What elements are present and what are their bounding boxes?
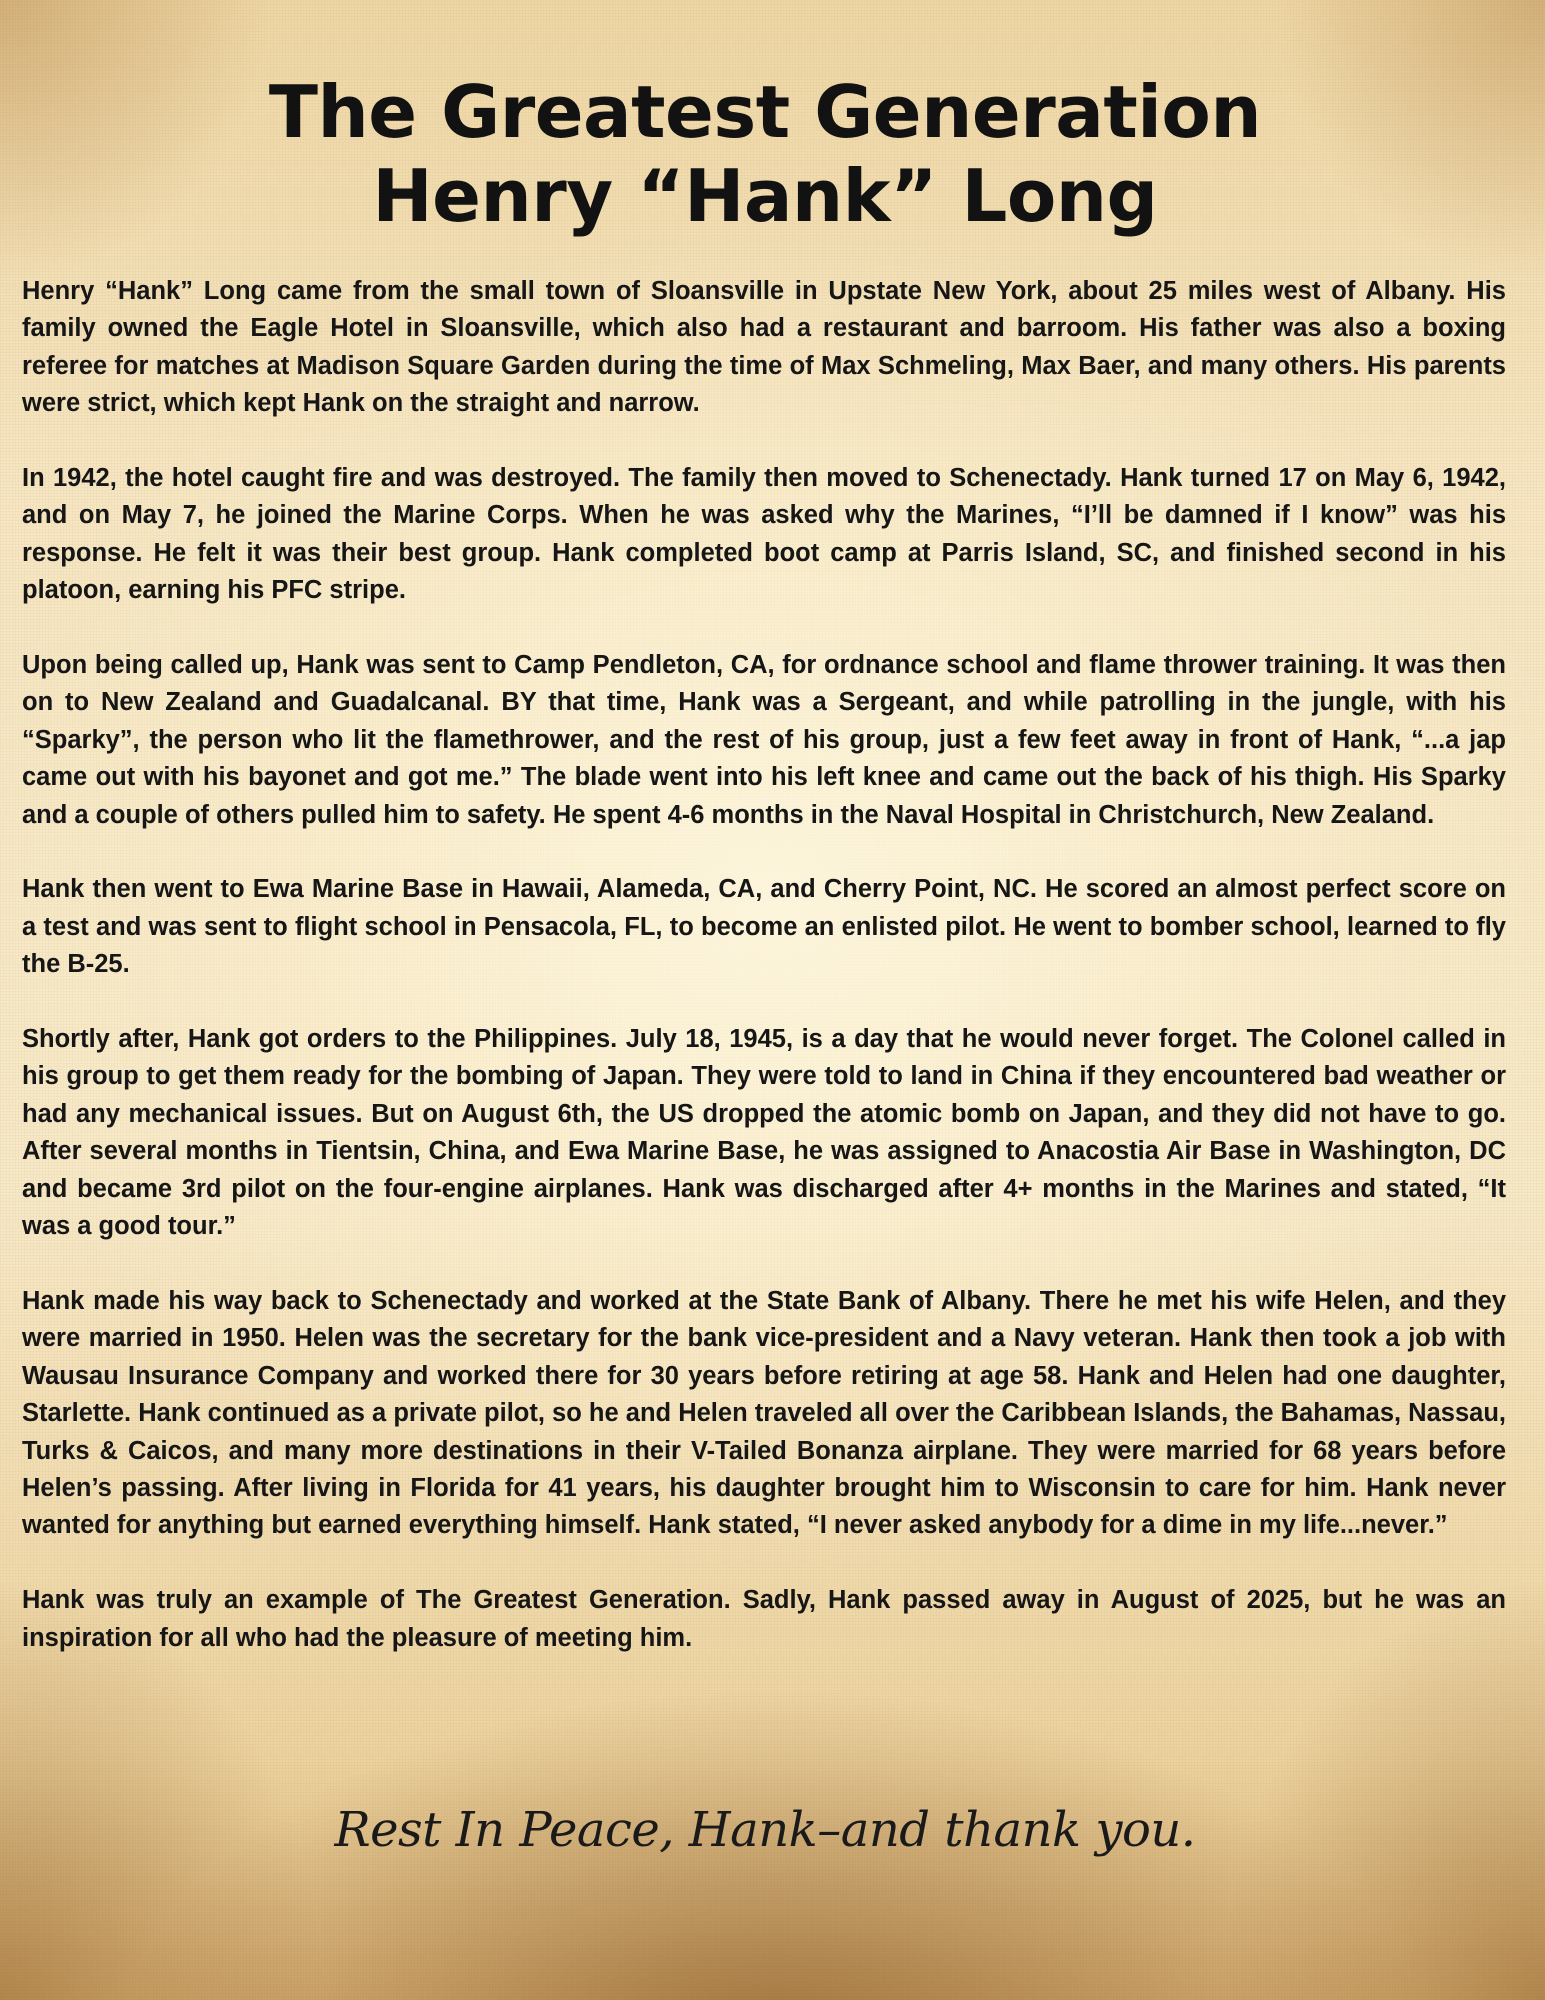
paragraph-tribute: Hank was truly an example of The Greatest Generation. Sadly, Hank passed away in August of 2025, but he was an inspiration for all who had the pleasure of meeting him. xyxy=(22,1586,1506,1652)
biography-body xyxy=(22,273,1506,1694)
title-block xyxy=(0,70,1530,238)
page-title: The Greatest Generation xyxy=(268,70,1262,154)
paragraph-philippines: Shortly after, Hank got orders to the Philippines. July 18, 1945, is a day that he would never forget. The Colonel called in his group to get them ready for the bombing of Japan. They were told to land in China if they encountered bad weather or had any mechanical issues. But on August 6th, the US dropped the atomic bomb on Japan, and they did not have to go. After several months in Tientsin, China, and Ewa Marine Base, he was assigned to Anacostia Air Base in Washington, DC and became 3rd pilot on the four-engine airplanes. Hank was discharged after 4+ months in the Marines and stated, “It was a good tour.” xyxy=(22,1025,1506,1241)
page-subtitle: Henry “Hank” Long xyxy=(372,154,1158,238)
paragraph-guadalcanal: Upon being called up, Hank was sent to Camp Pendleton, CA, for ordnance school and flame thrower training. It was then on to New Zealand and Guadalcanal. BY that time, Hank was a Sergeant, and while patrolling in the jungle, with his “Sparky”, the person who lit the flamethrower, and the rest of his group, just a few feet away in front of Hank, “...a jap came out with his bayonet and got me.” The blade went into his left knee and came out the back of his thigh. His Sparky and a couple of others pulled him to safety. He spent 4-6 months in the Naval Hospital in Christchurch, New Zealand. xyxy=(22,651,1506,829)
signoff-text: Rest In Peace, Hank–and thank you. xyxy=(334,1802,1196,1858)
paragraph-early-life: Henry “Hank” Long came from the small town of Sloansville in Upstate New York, about 25 miles west of Albany. His family owned the Eagle Hotel in Sloansville, which also had a restaurant and barroom. His father was also a boxing referee for matches at Madison Square Garden during the time of Max Schmeling, Max Baer, and many others. His parents were strict, which kept Hank on the straight and narrow. xyxy=(22,277,1506,418)
paragraph-later-life: Hank made his way back to Schenectady and worked at the State Bank of Albany. There he met his wife Helen, and they were married in 1950. Helen was the secretary for the bank vice-president and a Navy veteran. Hank then took a job with Wausau Insurance Company and worked there for 30 years before retiring at age 58. Hank and Helen had one daughter, Starlette. Hank continued as a private pilot, so he and Helen traveled all over the Caribbean Islands, the Bahamas, Nassau, Turks & Caicos, and many more destinations in their V-Tailed Bonanza airplane. They were married for 68 years before Helen’s passing. After living in Florida for 41 years, his daughter brought him to Wisconsin to care for him. Hank never wanted for anything but earned everything himself. Hank stated, “I never asked anybody for a dime in my life...never.” xyxy=(22,1286,1506,1540)
paragraph-enlistment: In 1942, the hotel caught fire and was destroyed. The family then moved to Schenectady. Hank turned 17 on May 6, 1942, and on May 7, he joined the Marine Corps. When he was asked why the Marines, “I’ll be damned if I know” was his response. He felt it was their best group. Hank completed boot camp at Parris Island, SC, and finished second in his platoon, earning his PFC stripe. xyxy=(22,464,1506,605)
paragraph-flight-school: Hank then went to Ewa Marine Base in Hawaii, Alameda, CA, and Cherry Point, NC. He scored an almost perfect score on a test and was sent to flight school in Pensacola, FL, to become an enlisted pilot. He went to bomber school, learned to fly the B-25. xyxy=(22,875,1506,979)
